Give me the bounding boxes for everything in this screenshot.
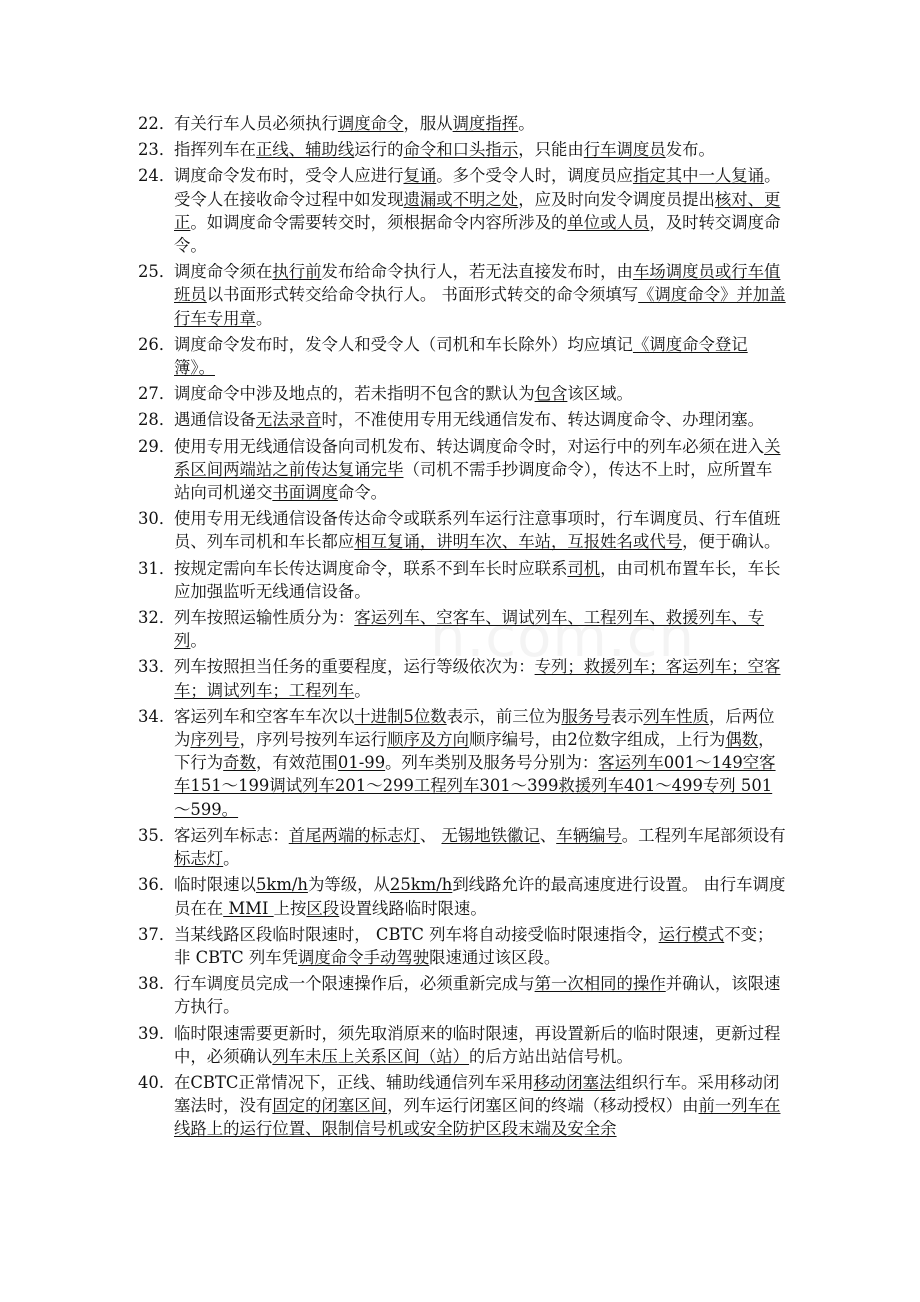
text-segment: 指挥列车在 (174, 140, 256, 160)
text-segment: 的后方站出站信号机。 (469, 1046, 633, 1066)
text-segment: ，只能由 (518, 140, 584, 160)
text-segment: 临时限速以 (174, 875, 256, 895)
underlined-key-term: 《调度命令》并加盖行车专用章 (174, 285, 786, 328)
underlined-key-term: 25km/h (389, 875, 453, 895)
underlined-key-term: 运行模式 (658, 924, 725, 944)
text-segment: 。 (223, 849, 240, 869)
text-segment: ，序列号按列车运行 (239, 730, 388, 750)
text-segment: 、 (539, 825, 557, 845)
item-number: 27． (138, 384, 176, 404)
text-segment: 顺序编号，由2位数字组成，上行为 (469, 730, 726, 750)
text-segment: 临时限速需要更新时，须先取消原来的临时限速，再设置新后的临时限速，更新过程中，必须确认 (174, 1023, 781, 1066)
text-segment: 并确认，该限速方执行。 (174, 974, 781, 1017)
underlined-key-term: 十进制5位数 (354, 706, 447, 726)
text-segment: 设置线路临时限速。 (339, 898, 487, 918)
text-segment: （司机不需手抄调度命令），传达不上时，应所置车站向司机递交 (174, 459, 773, 503)
text-segment: 不变；非 CBTC 列车凭 (174, 924, 774, 967)
text-segment: 客运列车标志： (174, 825, 289, 845)
underlined-key-term: 调度命令 (337, 114, 404, 133)
text-segment: 、 (419, 825, 442, 845)
underlined-key-term: 5km/h (255, 875, 308, 895)
item-number: 39. (138, 1023, 165, 1043)
text-segment: 发布。 (665, 140, 715, 160)
item-text (174, 1073, 780, 1138)
underlined-key-term: 区段 (306, 898, 340, 918)
item-text (174, 657, 780, 699)
item-number: 38. (138, 974, 165, 994)
item-number: 40. (138, 1072, 165, 1092)
underlined-key-term: 指定其中一人复诵 (632, 166, 765, 186)
text-segment: 。 (354, 680, 371, 700)
list-item (138, 606, 788, 652)
item-text (174, 826, 786, 868)
text-segment: 表示 (610, 706, 644, 726)
item-text (174, 707, 776, 819)
text-segment: 到线路允许的最高速度进行设置。 由行车调度员在在 (174, 875, 786, 918)
text-segment: 以书面形式转交给命令执行人。 书面形式转交的命令须填写 (206, 285, 639, 305)
item-number: 23． (138, 140, 176, 160)
text-segment: 组织行车。采用移动闭塞法时，没有 (174, 1072, 780, 1116)
underlined-key-term: 相互复诵，讲明车次、车站，互报姓名或代号 (354, 532, 683, 552)
list-item (138, 705, 788, 821)
list-item (138, 824, 788, 870)
list-item (138, 655, 788, 701)
underlined-key-term: 书面调度 (272, 483, 338, 503)
underlined-key-term: 复诵 (403, 166, 437, 186)
underlined-key-term: 移动闭塞法 (533, 1072, 616, 1092)
underlined-key-term: 核对、更正 (174, 189, 781, 232)
text-segment: ，下行为 (174, 730, 775, 773)
underlined-key-term: 正线、辅助线 (255, 140, 355, 160)
item-number: 32． (138, 608, 176, 628)
text-segment: 运行的 (354, 140, 404, 160)
item-text (174, 437, 780, 502)
text-segment: 调度命令发布时，发令人和受令人（司机和车长除外）均应填记 (174, 334, 633, 354)
item-text (174, 1024, 780, 1066)
item-number: 25． (138, 262, 176, 282)
text-segment: ，列车运行闭塞区间的终端（移动授权）由 (387, 1096, 699, 1116)
underlined-key-term: 车辆编号 (556, 825, 622, 845)
item-text (174, 974, 780, 1016)
text-segment: 该区域。 (567, 384, 633, 404)
list-item (138, 972, 788, 1018)
text-segment: 表示，前三位为 (446, 706, 562, 726)
text-segment: 。列车类别及服务号分别为： (385, 753, 599, 773)
text-segment: 。工程列车尾部须设有 (621, 825, 786, 845)
item-text (174, 509, 780, 551)
underlined-key-term: 列车未压上关系区间（站） (272, 1046, 470, 1066)
item-number: 22． (138, 114, 176, 133)
text-segment: 遇通信设备 (174, 410, 256, 430)
text-segment: 调度命令发布时，受令人应进行 (174, 166, 404, 186)
list-item (138, 873, 788, 919)
item-text (174, 925, 773, 967)
list-item (138, 333, 788, 379)
text-segment: 行车调度员完成一个限速操作后，必须重新完成与 (174, 974, 535, 994)
underlined-key-term: 包含 (534, 384, 568, 404)
item-text (174, 410, 764, 429)
item-number: 24． (138, 166, 176, 186)
underlined-key-term: 无锡地铁徽记 (441, 825, 540, 845)
text-segment: ，应及时向发令调度员提出 (518, 189, 715, 209)
text-segment: 。 (255, 308, 273, 328)
item-text (174, 608, 764, 650)
underlined-key-term: 客运列车、空客车、调试列车、工程列车、救援列车、专列 (174, 608, 765, 651)
item-text (174, 559, 780, 601)
text-segment: ，由司机布置车长，车长应加强监听无线通信设备。 (174, 558, 781, 601)
item-text (174, 335, 748, 377)
underlined-key-term: 顺序及方向 (387, 730, 470, 750)
item-number: 37． (138, 924, 176, 944)
underlined-key-term: 司机 (567, 558, 601, 578)
text-segment: 客运列车和空客车车次以 (174, 706, 355, 726)
underlined-key-term: 《调度命令登记簿》。 (174, 334, 748, 378)
underlined-key-term: 行车调度员 (583, 140, 666, 160)
underlined-key-term: 序列号 (190, 730, 240, 750)
text-segment: 调度命令须在 (174, 262, 273, 282)
list-item (138, 382, 788, 405)
text-segment: 发布给命令执行人，若无法直接发布时，由 (321, 262, 633, 282)
list-item (138, 408, 788, 431)
list-item (138, 923, 788, 969)
text-segment: 使用专用无线通信设备向司机发布、转达调度命令时，对运行中的列车必须在进入 (174, 436, 765, 456)
underlined-key-term: 车场调度员或行车值班员 (174, 262, 781, 305)
text-segment: 列车按照担当任务的重要程度，运行等级依次为： (174, 657, 535, 677)
text-segment: 限速通过该区段。 (429, 947, 561, 967)
text-segment: ，服从 (403, 114, 453, 133)
list-item (138, 1022, 788, 1068)
underlined-key-term: 01-99 (337, 753, 386, 773)
text-segment: 调度命令中涉及地点的，若未指明不包含的默认为 (174, 384, 535, 404)
item-text (174, 114, 535, 133)
text-segment: 使用专用无线通信设备传达命令或联系列车运行注意事项时，行车调度员、行车值班员、列车司机和车长都应 (174, 509, 781, 552)
underlined-key-term: 专列；救援列车；客运列车；空客车；调试列车；工程列车 (174, 657, 781, 700)
item-number: 29． (138, 436, 176, 456)
item-number: 31． (138, 558, 176, 578)
item-text (174, 140, 715, 159)
text-segment: 时，不准使用专用无线通信发布、转达调度命令、办理闭塞。 (321, 410, 765, 430)
underlined-key-term: 列车性质 (643, 706, 709, 726)
text-segment: 按规定需向车长传达调度命令，联系不到车长时应联系 (174, 558, 568, 578)
numbered-list (138, 112, 788, 1144)
text-segment: 。 (518, 114, 535, 133)
list-item (138, 435, 788, 505)
list-item (138, 164, 788, 257)
text-segment: ，便于确认。 (682, 532, 781, 552)
item-number: 34. (138, 706, 165, 726)
item-number: 26． (138, 334, 176, 354)
text-segment: 列车按照运输性质分为： (174, 608, 355, 628)
text-segment: 。 (190, 631, 207, 651)
underlined-key-term: MMI (223, 898, 274, 918)
underlined-key-term: 前一列车在线路上的运行位置、限制信号机或安全防护区段末端及安全余 (174, 1096, 781, 1139)
underlined-key-term: 服务号 (561, 706, 611, 726)
item-number: 30． (138, 509, 176, 529)
underlined-key-term: 首尾两端的标志灯 (288, 825, 420, 845)
underlined-key-term: 执行前 (272, 262, 322, 282)
underlined-key-term: 奇数 (223, 753, 256, 773)
underlined-key-term: 调度指挥 (452, 114, 519, 133)
underlined-key-term: 固定的闭塞区间 (272, 1096, 388, 1116)
item-number: 36． (138, 875, 176, 895)
list-item (138, 507, 788, 553)
text-segment: 命令。 (337, 483, 388, 503)
text-segment: 。受令人在接收命令过程中如发现 (174, 166, 781, 209)
text-segment: 为等级，从 (307, 875, 390, 895)
item-number: 33． (138, 657, 176, 677)
text-segment: ，有效范围 (255, 753, 338, 773)
underlined-key-term: 第一次相同的操作 (534, 974, 666, 994)
list-item (138, 138, 788, 161)
text-segment: 当某线路区段临时限速时， CBTC 列车将自动接受临时限速指令， (174, 924, 659, 944)
list-item (138, 557, 788, 603)
underlined-key-term: 关系区间两端站之前传达复诵完毕 (174, 436, 781, 479)
list-item (138, 112, 788, 135)
text-segment: 有关行车人员必须执行 (174, 114, 338, 133)
text-segment: ，及时转交调度命令。 (174, 212, 781, 256)
underlined-key-term: 标志灯 (174, 849, 224, 869)
item-number: 28． (138, 410, 176, 430)
underlined-key-term: 单位或人员 (567, 212, 650, 232)
item-number: 35． (138, 825, 176, 845)
item-text (174, 166, 780, 255)
text-segment: 上按 (273, 898, 307, 918)
item-text (174, 875, 785, 917)
underlined-key-term: 命令和口头指示 (403, 140, 519, 160)
underlined-key-term: 无法录音 (255, 410, 322, 430)
list-item (138, 260, 788, 330)
item-text (174, 262, 786, 327)
underlined-key-term: 遗漏或不明之处 (403, 189, 519, 209)
underlined-key-term: 偶数 (725, 730, 759, 750)
text-segment: 。多个受令人时，调度员应 (436, 166, 633, 186)
underlined-key-term: 客运列车001～149空客车151～199调试列车201～299工程列车301～399救援列车401～499专列 501～599。 (174, 753, 776, 819)
list-item (138, 1071, 788, 1141)
text-segment: 在CBTC正常情况下，正线、辅助线通信列车采用 (174, 1072, 534, 1092)
text-segment: ，后两位为 (174, 706, 775, 750)
underlined-key-term: 调度命令手动驾驶 (298, 947, 430, 967)
text-segment: 。如调度命令需要转交时，须根据命令内容所涉及的 (190, 212, 568, 232)
item-text (174, 384, 633, 403)
